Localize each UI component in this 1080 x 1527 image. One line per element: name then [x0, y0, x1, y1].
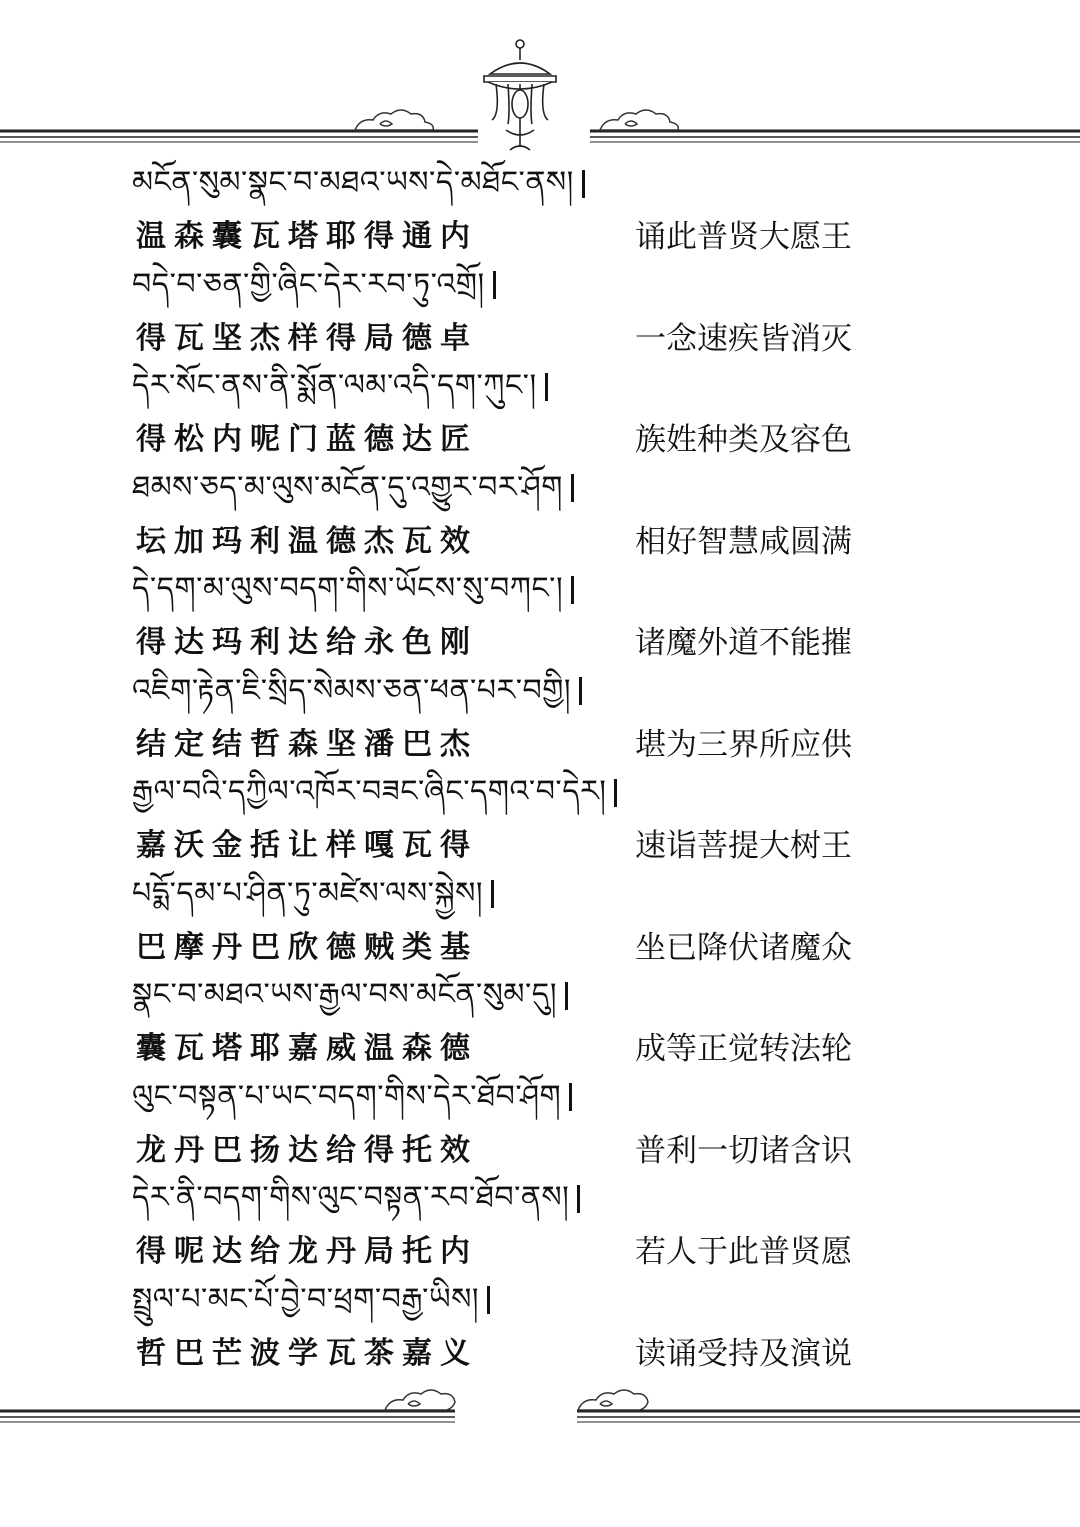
text-pair: [132, 316, 852, 362]
tibetan-line: ལུང་བསྟན་པ་ཡང་བདག་གིས་དེར་ཐོབ་ཤོག: [132, 1074, 572, 1120]
text-pair: [132, 1128, 852, 1174]
transliteration-line: 得松内呢门蓝德达匠: [136, 422, 478, 457]
chinese-meaning: 族姓种类及容色: [635, 422, 852, 458]
chinese-meaning: 坐已降伏诸魔众: [635, 929, 852, 966]
shad-mark: [614, 779, 617, 807]
right-cloud-icon: [600, 110, 678, 130]
bottom-ornament-frame: [0, 1370, 1080, 1430]
parasol-emblem-icon: [484, 40, 556, 150]
chinese-meaning: 诸魔外道不能摧: [635, 625, 852, 661]
verse-line: [132, 465, 852, 567]
tibetan-line: སྤྲུལ་པ་མང་པོ་བྱེ་བ་ཕྲག་བརྒྱ་ཡིས།: [132, 1277, 490, 1323]
chinese-meaning: 读诵受持及演说: [635, 1335, 852, 1372]
shad-mark: [569, 1083, 572, 1111]
text-pair: [132, 1026, 852, 1072]
verse-content: [132, 160, 852, 1378]
transliteration-line: 结定结哲森坚潘巴杰: [136, 726, 478, 762]
transliteration-line: 龙丹巴扬达给得托效: [136, 1132, 478, 1168]
text-pair: [132, 1229, 852, 1275]
transliteration-line: 得瓦坚杰样得局德卓: [136, 320, 478, 356]
tibetan-line: འཇིག་རྟེན་ཇི་སྲིད་སེམས་ཅན་ཕན་པར་བགྱི།: [132, 668, 582, 714]
left-cloud-icon: [385, 1390, 455, 1410]
text-pair: [132, 722, 852, 768]
chinese-meaning: 若人于此普贤愿: [635, 1234, 852, 1270]
verse-line: [132, 1074, 852, 1176]
shad-mark: [545, 373, 548, 401]
transliteration-line: 嘉沃金括让样嘎瓦得: [136, 828, 478, 863]
verse-line: [132, 972, 852, 1074]
tibetan-line: དེར་སོང་ནས་ནི་སྨོན་ལམ་འདི་དག་ཀུང་།: [132, 363, 548, 409]
chinese-meaning: 速诣菩提大树王: [635, 828, 852, 864]
shad-mark: [491, 880, 494, 908]
tibetan-line: དེར་ནི་བདག་གིས་ལུང་བསྟན་རབ་ཐོབ་ནས།: [132, 1175, 580, 1221]
shad-mark: [571, 474, 574, 502]
text-pair: [132, 620, 852, 666]
text-pair: [132, 823, 852, 869]
shad-mark: [577, 1185, 580, 1213]
text-pair: [132, 925, 852, 971]
verse-line: [132, 262, 852, 364]
shad-mark: [571, 576, 574, 604]
verse-line: [132, 1277, 852, 1379]
verse-line: [132, 769, 852, 871]
tibetan-line: བདེ་བ་ཅན་གྱི་ཞིང་དེར་རབ་ཏུ་འགྲོ།: [132, 262, 496, 308]
verse-line: [132, 871, 852, 973]
top-ornament-frame: [0, 0, 1080, 170]
verse-line: [132, 160, 852, 262]
tibetan-line: མངོན་སུམ་སྣང་བ་མཐའ་ཡས་དེ་མཐོང་ནས།: [132, 160, 585, 206]
transliteration-line: 巴摩丹巴欣德贼类基: [136, 929, 478, 965]
transliteration-line: 温森囊瓦塔耶得通内: [136, 219, 478, 254]
transliteration-line: 得呢达给龙丹局托内: [136, 1234, 478, 1269]
shad-mark: [579, 677, 582, 705]
verse-line: [132, 566, 852, 668]
chinese-meaning: 普利一切诸含识: [635, 1132, 852, 1169]
transliteration-line: 坛加玛利温德杰瓦效: [136, 523, 478, 559]
text-pair: [132, 214, 852, 260]
transliteration-line: 得达玛利达给永色刚: [136, 625, 478, 660]
verse-line: [132, 1175, 852, 1277]
text-pair: [132, 519, 852, 565]
verse-line: [132, 363, 852, 465]
tibetan-line: པདྨོ་དམ་པ་ཤིན་ཏུ་མཛེས་ལས་སྐྱེས།: [132, 871, 494, 917]
verse-line: [132, 668, 852, 770]
chinese-meaning: 诵此普贤大愿王: [635, 219, 852, 255]
chinese-meaning: 相好智慧咸圆满: [635, 523, 852, 560]
transliteration-line: 哲巴芒波学瓦茶嘉义: [136, 1335, 478, 1371]
text-pair: [132, 417, 852, 463]
tibetan-line: སྣང་བ་མཐའ་ཡས་རྒྱལ་བས་མངོན་སུམ་དུ།: [132, 972, 568, 1018]
chinese-meaning: 一念速疾皆消灭: [635, 320, 852, 357]
shad-mark: [565, 982, 568, 1010]
tibetan-line: དེ་དག་མ་ལུས་བདག་གིས་ཡོངས་སུ་བཀང་།: [132, 566, 574, 612]
shad-mark: [582, 170, 585, 198]
right-cloud-icon: [578, 1390, 648, 1410]
chinese-meaning: 成等正觉转法轮: [635, 1031, 852, 1067]
chinese-meaning: 堪为三界所应供: [635, 726, 852, 763]
shad-mark: [493, 271, 496, 299]
tibetan-line: ཐམས་ཅད་མ་ལུས་མངོན་དུ་འགྱུར་བར་ཤོག: [132, 465, 574, 511]
tibetan-line: རྒྱལ་བའི་དཀྱིལ་འཁོར་བཟང་ཞིང་དགའ་བ་དེར།: [132, 769, 617, 815]
shad-mark: [487, 1286, 490, 1314]
transliteration-line: 囊瓦塔耶嘉威温森德: [136, 1031, 478, 1066]
left-cloud-icon: [355, 110, 433, 130]
